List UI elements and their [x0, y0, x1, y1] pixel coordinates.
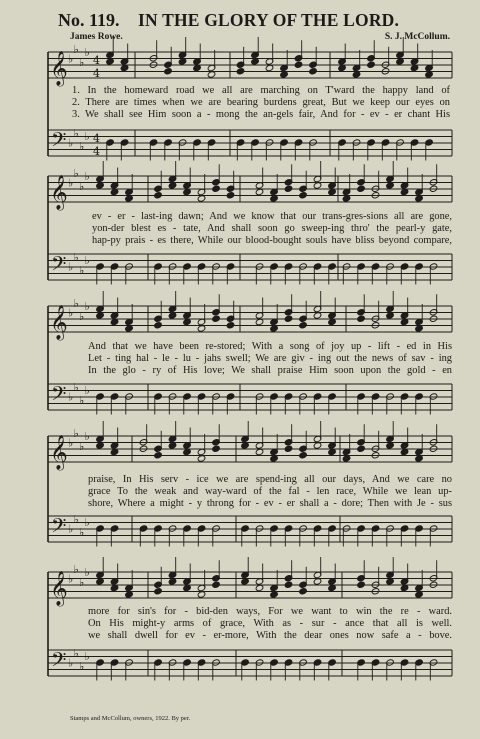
flat-sign: ♭ — [68, 572, 74, 586]
note-head — [357, 185, 366, 192]
flat-sign: ♭ — [79, 179, 85, 193]
lyric-line: 1. In the homeward road we all are marching on T'ward the happy land of — [72, 85, 450, 96]
flat-sign: ♭ — [84, 566, 90, 579]
note-head — [284, 315, 293, 322]
flat-sign: ♭ — [68, 522, 74, 536]
note-head — [154, 452, 163, 459]
note-head — [212, 185, 221, 192]
flat-sign: ♭ — [73, 296, 79, 310]
note-head — [299, 322, 308, 329]
flat-sign: ♭ — [68, 260, 74, 274]
note-head — [154, 322, 163, 329]
lyric-line: 3. We shall see Him soon a - mong the an-gels fair, And for - ev - er chant His — [72, 109, 450, 120]
lyric-line: 2. There are times when we are bearing burdens great, But we keep our eyes on — [72, 97, 450, 108]
lyric-line: praise, In His serv - ice we are spend-ing all our days, And we care no — [88, 474, 452, 485]
bass-staff — [48, 650, 452, 676]
flat-sign: ♭ — [73, 380, 79, 394]
flat-sign: ♭ — [68, 52, 74, 66]
flat-sign: ♭ — [84, 46, 90, 59]
treble-clef-icon: 𝄞 — [50, 51, 68, 86]
flat-sign: ♭ — [79, 439, 85, 453]
lyric-line: we shall dwell for ev - er-more, With the dear ones now safe a - bove. — [88, 630, 452, 641]
flat-sign: ♭ — [68, 176, 74, 190]
flat-sign: ♭ — [73, 512, 79, 526]
flat-sign: ♭ — [79, 55, 85, 69]
bass-clef-icon: 𝄢 — [51, 128, 67, 156]
lyric-line: more for sin's for - bid-den ways, For we want to win the re - ward. — [88, 606, 452, 617]
treble-clef-icon: 𝄞 — [50, 435, 68, 470]
flat-sign: ♭ — [79, 393, 85, 407]
flat-sign: ♭ — [84, 254, 90, 267]
note-head — [226, 322, 235, 329]
flat-sign: ♭ — [84, 650, 90, 663]
copyright-footer: Stamps and McCollum, owners, 1922. By per. — [70, 715, 191, 722]
flat-sign: ♭ — [68, 136, 74, 150]
lyric-line: yon-der blest es - tate, And shall soon go sweep-ing thro' the pearl-y gate, — [92, 223, 452, 234]
lyric-line: grace To the weak and way-ward of the fal - len race, While we lean up- — [88, 486, 452, 497]
note-head — [299, 452, 308, 459]
bass-clef-icon: 𝄢 — [51, 382, 67, 410]
note-head — [236, 68, 245, 75]
time-signature: 4 — [93, 132, 100, 145]
treble-clef-icon: 𝄞 — [50, 305, 68, 340]
note-head — [212, 445, 221, 452]
flat-sign: ♭ — [68, 306, 74, 320]
flat-sign: ♭ — [73, 562, 79, 576]
bass-staff — [48, 516, 452, 542]
flat-sign: ♭ — [84, 130, 90, 143]
flat-sign: ♭ — [73, 250, 79, 264]
note-head — [309, 68, 318, 75]
note-head — [357, 581, 366, 588]
flat-sign: ♭ — [84, 430, 90, 443]
flat-sign: ♭ — [84, 516, 90, 529]
flat-sign: ♭ — [84, 170, 90, 183]
hymn-number: No. 119. — [58, 10, 120, 30]
flat-sign: ♭ — [68, 436, 74, 450]
flat-sign: ♭ — [73, 646, 79, 660]
flat-sign: ♭ — [68, 656, 74, 670]
lyric-line: shore, Where a might - y throng for - ev - er shall a - dore; Then with Je - sus — [88, 498, 452, 509]
composer-credit: S. J. McCollum. — [384, 32, 450, 42]
note-head — [357, 315, 366, 322]
note-head — [154, 192, 163, 199]
lyric-line: On His might-y arms of grace, With as - sur - ance that all is well. — [88, 618, 452, 629]
lyric-line: And that we have been re-stored; With a song of joy up - lift - ed in His — [88, 341, 452, 352]
treble-clef-icon: 𝄞 — [50, 571, 68, 606]
flat-sign: ♭ — [73, 426, 79, 440]
lyric-line: Let - ting hal - le - lu - jahs swell; We are giv - ing out the news of sav - ing — [88, 353, 452, 364]
bass-clef-icon: 𝄢 — [51, 648, 67, 676]
treble-clef-icon: 𝄞 — [50, 175, 68, 210]
note-head — [284, 185, 293, 192]
flat-sign: ♭ — [84, 384, 90, 397]
flat-sign: ♭ — [79, 139, 85, 153]
flat-sign: ♭ — [68, 390, 74, 404]
bass-staff — [48, 384, 452, 410]
lyric-line: ev - er - last-ing dawn; And we know that our trans-gres-sions all are gone, — [92, 211, 452, 222]
flat-sign: ♭ — [73, 126, 79, 140]
note-head — [154, 588, 163, 595]
note-head — [299, 588, 308, 595]
bass-clef-icon: 𝄢 — [51, 514, 67, 542]
lyricist-credit: James Rowe. — [70, 32, 123, 42]
note-head — [226, 192, 235, 199]
lyric-line: In the glo - ry of His love; We shall praise Him soon upon the gold - en — [88, 365, 452, 376]
note-head — [212, 315, 221, 322]
time-signature: 4 — [93, 145, 100, 158]
flat-sign: ♭ — [79, 659, 85, 673]
flat-sign: ♭ — [84, 300, 90, 313]
bass-staff — [48, 254, 452, 280]
flat-sign: ♭ — [79, 525, 85, 539]
note-head — [164, 68, 173, 75]
hymn-title: IN THE GLORY OF THE LORD. — [138, 10, 400, 30]
time-signature: 4 — [93, 54, 100, 67]
bass-clef-icon: 𝄢 — [51, 252, 67, 280]
note-head — [357, 445, 366, 452]
flat-sign: ♭ — [79, 575, 85, 589]
flat-sign: ♭ — [73, 42, 79, 56]
flat-sign: ♭ — [73, 166, 79, 180]
note-head — [284, 581, 293, 588]
flat-sign: ♭ — [79, 309, 85, 323]
note-head — [212, 581, 221, 588]
note-head — [284, 445, 293, 452]
lyric-line: hap-py prais - es there, While our blood-bought souls have bliss beyond compare, — [92, 235, 452, 246]
note-head — [294, 61, 303, 68]
note-head — [299, 192, 308, 199]
flat-sign: ♭ — [79, 263, 85, 277]
note-head — [367, 61, 376, 68]
time-signature: 4 — [93, 67, 100, 80]
